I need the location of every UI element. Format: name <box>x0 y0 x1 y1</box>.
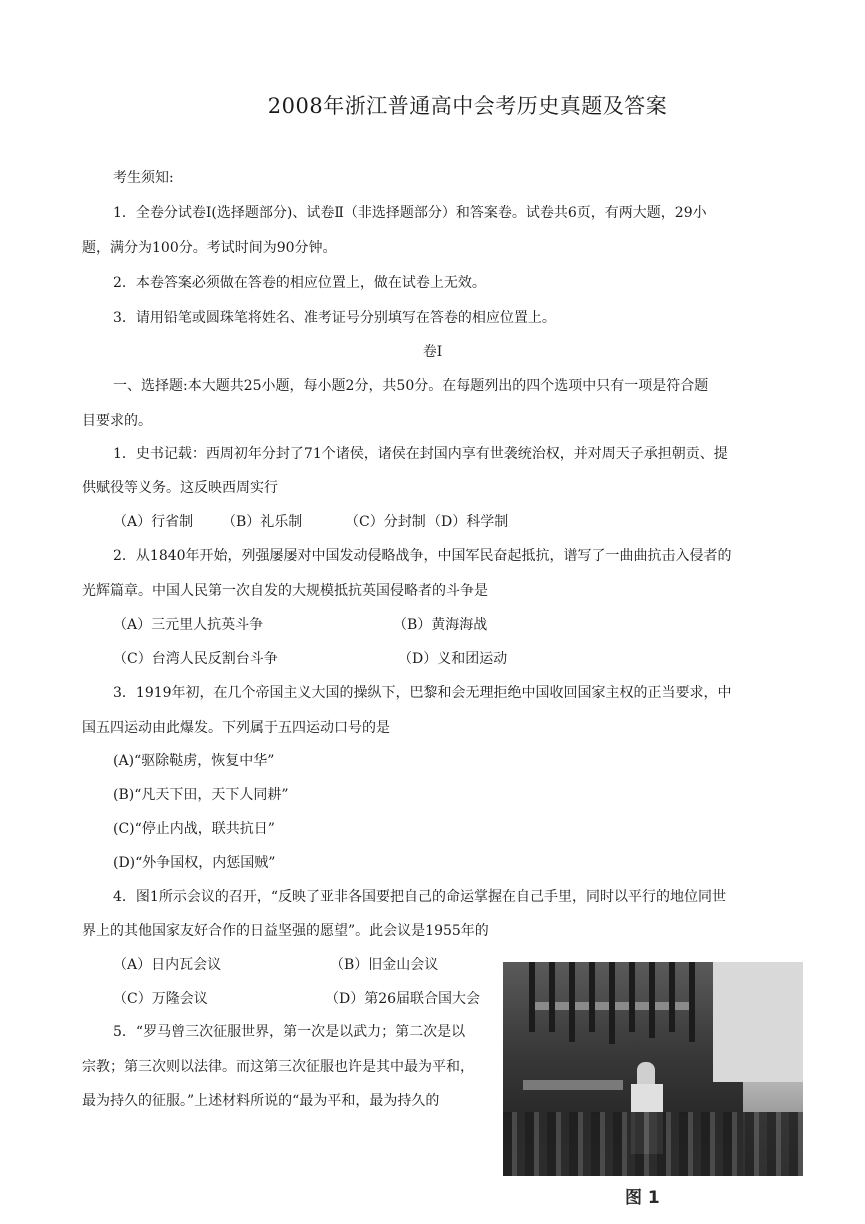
q4-option-d: （D）第26届联合国大会 <box>325 991 481 1007</box>
section-intro: 一、选择题:本大题共25小题，每小题2分，共50分。在每题列出的四个选项中只有一项是符合题 <box>113 378 709 394</box>
section-title: 卷Ⅰ <box>422 344 443 360</box>
notice-item-2: 2．本卷答案必须做在答卷的相应位置上，做在试卷上无效。 <box>113 275 486 291</box>
page-title: 2008年浙江普通高中会考历史真题及答案 <box>267 94 668 118</box>
notice-item-1: 1．全卷分试卷Ⅰ(选择题部分)、试卷Ⅱ（非选择题部分）和答案卷。试卷共6页，有两大题，29小 <box>113 205 707 221</box>
figure-1-caption: 图 1 <box>625 1188 660 1208</box>
q1-option-d: （D）科学制 <box>427 514 509 530</box>
q3-option-d: (D)“外争国权，内惩国贼” <box>113 855 276 871</box>
q1-option-a: （A）行省制 <box>113 514 194 530</box>
q2-option-c: （C）台湾人民反割台斗争 <box>113 651 278 667</box>
question-2: 2．从1840年开始，列强屡屡对中国发动侵略战争，中国军民奋起抵抗，谱写了一曲曲抗击入侵者的 <box>113 548 732 564</box>
q2-option-b: （B）黄海海战 <box>393 617 488 633</box>
notice-item-3: 3．请用铅笔或圆珠笔将姓名、准考证号分别填写在答卷的相应位置上。 <box>113 310 556 326</box>
question-3-cont: 国五四运动由此爆发。下列属于五四运动口号的是 <box>82 720 390 736</box>
q2-option-d: （D）义和团运动 <box>398 651 508 667</box>
question-1: 1．史书记载：西周初年分封了71个诸侯，诸侯在封国内享有世袭统治权，并对周天子承担朝贡、提 <box>113 446 728 462</box>
q3-option-c: (C)“停止内战，联共抗日” <box>113 821 275 837</box>
question-4-cont: 界上的其他国家友好合作的日益坚强的愿望”。此会议是1955年的 <box>82 923 489 939</box>
q2-option-a: （A）三元里人抗英斗争 <box>113 617 264 633</box>
question-1-cont: 供赋役等义务。这反映西周实行 <box>82 480 278 496</box>
question-5: 5．“罗马曾三次征服世界，第一次是以武力；第二次是以 <box>113 1024 466 1040</box>
q1-option-c: （C）分封制 <box>345 514 426 530</box>
figure-1-photo <box>503 962 803 1176</box>
notice-heading: 考生须知: <box>113 170 174 186</box>
question-5-cont-2: 最为持久的征服。”上述材料所说的“最为平和，最为持久的 <box>82 1093 440 1109</box>
q4-option-a: （A）日内瓦会议 <box>113 957 222 973</box>
question-4: 4．图1所示会议的召开，“反映了亚非各国要把自己的命运掌握在自己手里，同时以平行的地位同世 <box>113 889 726 905</box>
question-5-cont-1: 宗教；第三次则以法律。而这第三次征服也许是其中最为平和， <box>82 1059 474 1075</box>
question-3: 3．1919年初，在几个帝国主义大国的操纵下，巴黎和会无理拒绝中国收回国家主权的正当要求，中 <box>113 685 732 701</box>
q1-option-b: （B）礼乐制 <box>222 514 303 530</box>
q3-option-b: (B)“凡天下田，天下人同耕” <box>113 787 289 803</box>
q3-option-a: (A)“驱除鞑虏，恢复中华” <box>113 753 275 769</box>
section-intro-cont: 目要求的。 <box>82 413 152 429</box>
q4-option-c: （C）万隆会议 <box>113 991 208 1007</box>
question-2-cont: 光辉篇章。中国人民第一次自发的大规模抵抗英国侵略者的斗争是 <box>82 583 488 599</box>
q4-option-b: （B）旧金山会议 <box>330 957 439 973</box>
notice-item-1-cont: 题，满分为100分。考试时间为90分钟。 <box>82 240 337 256</box>
